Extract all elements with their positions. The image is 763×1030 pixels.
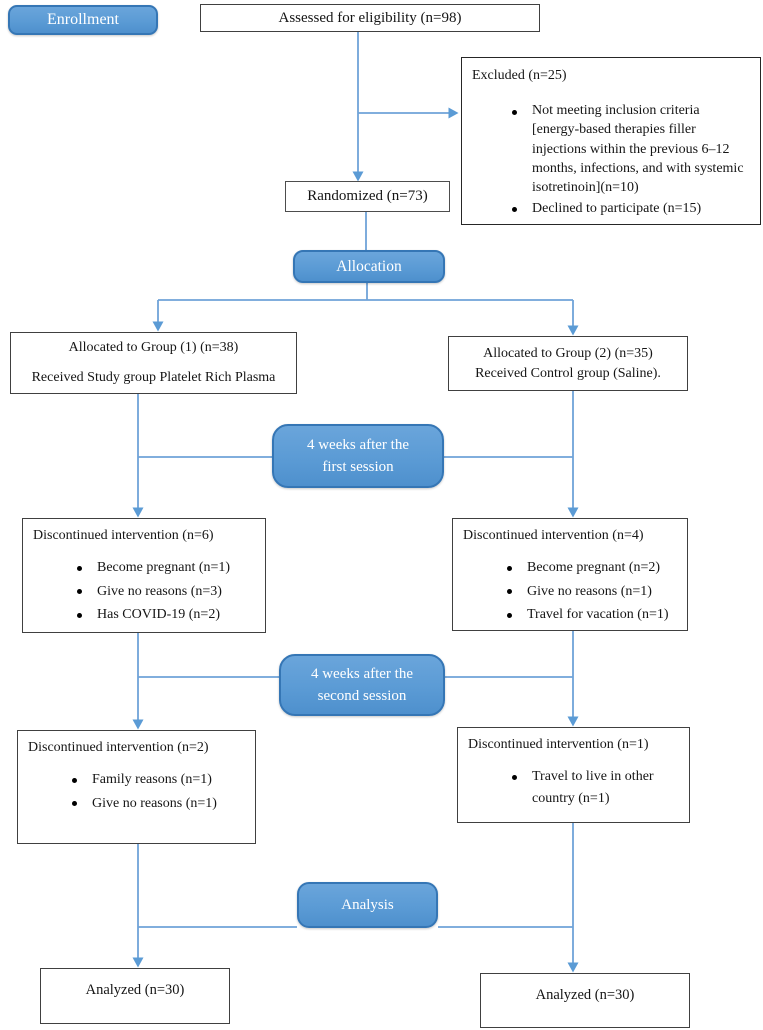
allocation-stage-label: Allocation (336, 257, 402, 275)
discontinued-group2-session2-box (457, 727, 690, 823)
allocated-group2-line1: Allocated to Group (2) (n=35) (483, 346, 653, 361)
assessed-eligibility-label: Assessed for eligibility (n=98) (278, 9, 462, 26)
randomized-box (285, 181, 450, 212)
discontinued-group1-session2-box (17, 730, 256, 844)
discontinued-reason-item: Become pregnant (n=2) (505, 557, 677, 579)
analysis-stage-label: Analysis (341, 896, 394, 913)
discontinued-group1-session1-box (22, 518, 266, 633)
allocated-group1-line2: Received Study group Platelet Rich Plasma (31, 370, 276, 385)
allocated-group2-box (448, 336, 688, 391)
assessed-eligibility-box (200, 4, 540, 32)
discontinued-title: Discontinued intervention (n=4) (463, 528, 644, 543)
second-session-label-line1: 4 weeks after the (310, 665, 414, 682)
allocated-group2-line2: Received Control group (Saline). (475, 366, 661, 382)
randomized-label: Randomized (n=73) (307, 188, 428, 204)
allocated-group1-line1: Allocated to Group (1) (n=38) (68, 340, 239, 355)
excluded-reasons-list (472, 101, 750, 218)
discontinued-reason-item: Travel for vacation (n=1) (505, 604, 677, 626)
second-session-label-line2: second session (317, 688, 407, 704)
discontinued-title: Discontinued intervention (n=1) (468, 737, 649, 752)
discontinued-reason-item: Give no reasons (n=1) (70, 793, 245, 815)
excluded-reason-item: Declined to participate (n=15) (510, 199, 750, 218)
excluded-box (461, 57, 761, 225)
discontinued-reason-item: Has COVID-19 (n=2) (75, 604, 255, 626)
analyzed-group2-label: Analyzed (n=30) (535, 987, 635, 1003)
discontinued-reason-item: Give no reasons (n=1) (505, 581, 677, 603)
discontinued-reasons-list (33, 557, 255, 626)
first-session-label-line2: first session (322, 459, 394, 475)
first-session-label-line1: 4 weeks after the (306, 436, 410, 453)
analyzed-group1-box (40, 968, 230, 1024)
first-session-stage-badge (272, 424, 444, 488)
discontinued-reason-item: Give no reasons (n=3) (75, 581, 255, 603)
discontinued-reasons-list (28, 769, 245, 814)
allocated-group1-box (10, 332, 297, 394)
second-session-stage-badge (279, 654, 445, 716)
enrollment-stage-badge (8, 5, 158, 35)
discontinued-group2-session1-box (452, 518, 688, 631)
analyzed-group1-label: Analyzed (n=30) (85, 982, 185, 998)
enrollment-stage-label: Enrollment (47, 11, 119, 28)
discontinued-reasons-list (463, 557, 677, 626)
allocation-stage-badge (293, 250, 445, 283)
excluded-title: Excluded (n=25) (472, 68, 567, 83)
discontinued-reason-item: Family reasons (n=1) (70, 769, 245, 791)
discontinued-reasons-list (468, 766, 679, 809)
analysis-stage-badge (297, 882, 438, 928)
discontinued-title: Discontinued intervention (n=6) (33, 528, 214, 543)
discontinued-title: Discontinued intervention (n=2) (28, 740, 209, 755)
discontinued-reason-item: Travel to live in other country (n=1) (510, 766, 679, 809)
excluded-reason-item: Not meeting inclusion criteria [energy-based therapies filler injections within the previous 6–12 months, infections, and with systemic isotretinoin](n=10) (510, 101, 750, 198)
discontinued-reason-item: Become pregnant (n=1) (75, 557, 255, 579)
analyzed-group2-box (480, 973, 690, 1028)
